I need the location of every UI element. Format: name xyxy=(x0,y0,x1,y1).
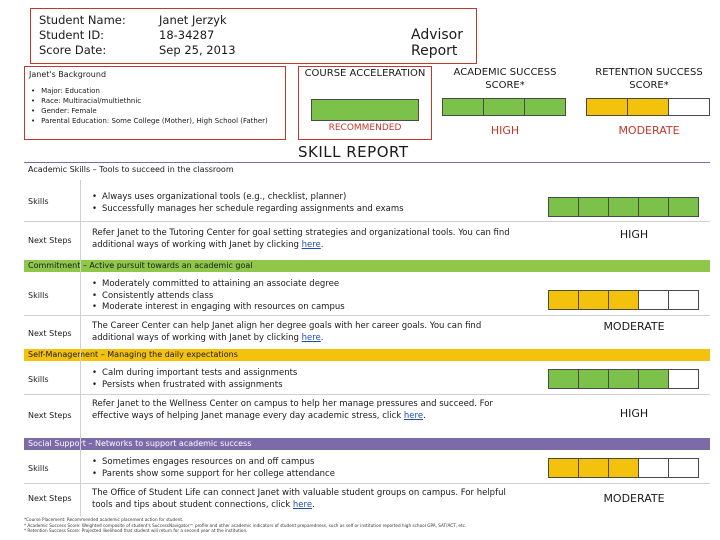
score-cell xyxy=(483,98,525,116)
score-cell xyxy=(668,369,699,389)
score-cell xyxy=(548,458,579,478)
score-cell xyxy=(638,458,669,478)
next-steps-row xyxy=(24,316,710,348)
skill-report-title: SKILL REPORT xyxy=(298,143,409,161)
score-cell xyxy=(608,369,639,389)
academic-success-bar xyxy=(442,98,565,116)
here-link[interactable]: here xyxy=(292,499,313,510)
retention-success-result: MODERATE xyxy=(618,124,680,137)
next-steps-text: Refer Janet to the Wellness Center on campus to help her manage pressures and succeed. For effective ways of helping Janet manage every day academic stress, click here. xyxy=(92,399,493,421)
academic-skill-score xyxy=(548,197,698,217)
skills-text xyxy=(92,192,512,215)
footnotes xyxy=(24,517,466,534)
background-list xyxy=(25,86,285,126)
score-cell xyxy=(668,458,699,478)
skill-item: • Moderately committed to attaining an associate degree xyxy=(92,279,512,291)
academic-success-title: ACADEMIC SUCCESS SCORE* xyxy=(453,67,557,91)
here-link[interactable]: here xyxy=(301,332,321,343)
skill-item: • Sometimes engages resources on and off campus xyxy=(92,457,512,469)
skills-label: Skills xyxy=(28,464,49,473)
background-panel xyxy=(24,66,286,140)
course-acceleration-title: COURSE ACCELERATION xyxy=(304,68,426,79)
score-cell xyxy=(638,369,669,389)
student-info xyxy=(39,13,236,58)
student-id-label: Student ID: xyxy=(39,28,105,42)
next-steps-body: The Office of Student Life can connect Janet with valuable student groups on campus. For helpful tools and tips about student connections, click xyxy=(92,488,506,510)
score-cell xyxy=(668,290,699,310)
next-steps-text: The Career Center can help Janet align her degree goals with her career goals. You can find additional ways of working with Janet by clicking here. xyxy=(92,321,482,343)
commitment-level: MODERATE xyxy=(603,320,665,333)
report-title: Advisor Report xyxy=(411,27,464,59)
retention-success-panel xyxy=(578,66,720,140)
course-acceleration-panel xyxy=(298,66,432,140)
skills-text xyxy=(92,457,512,480)
course-acceleration-result: RECOMMENDED xyxy=(328,123,402,133)
next-steps-body: Refer Janet to the Tutoring Center for goal setting strategies and organizational tools. You can find additional ways of working with Janet by clicking xyxy=(92,228,510,250)
background-item: • Race: Multiracial/multiethnic xyxy=(31,96,285,106)
score-cell xyxy=(578,290,609,310)
academic-success-result: HIGH xyxy=(490,124,520,137)
score-cell xyxy=(608,197,639,217)
score-cell xyxy=(548,369,579,389)
score-cell xyxy=(578,369,609,389)
divider xyxy=(24,162,710,163)
next-steps-label: Next Steps xyxy=(28,329,72,338)
retention-success-title: RETENTION SUCCESS SCORE* xyxy=(595,67,703,91)
score-cell xyxy=(548,197,579,217)
score-cell xyxy=(668,98,710,116)
self-management-level: HIGH xyxy=(619,407,649,420)
footnote: * Retention Success Score: Projected likelihood that student will return for a second year at the institution. xyxy=(24,528,248,533)
score-cell xyxy=(668,197,699,217)
next-steps-text: The Office of Student Life can connect Janet with valuable student groups on campus. For helpful tools and tips about student connections, click here. xyxy=(92,488,506,510)
section-header-social-support: Social Support – Networks to support academic success xyxy=(24,438,710,450)
skill-item: • Consistently attends class xyxy=(92,291,512,303)
score-cell xyxy=(627,98,669,116)
score-cell xyxy=(608,290,639,310)
retention-success-bar xyxy=(586,98,709,116)
skills-row xyxy=(24,363,710,395)
commitment-score xyxy=(548,290,698,310)
score-cell xyxy=(638,197,669,217)
skills-row xyxy=(24,452,710,484)
skills-row xyxy=(24,180,710,222)
skill-item: • Persists when frustrated with assignments xyxy=(92,380,512,392)
academic-success-panel xyxy=(438,66,572,140)
next-steps-label: Next Steps xyxy=(28,494,72,503)
report-header xyxy=(30,8,477,64)
next-steps-label: Next Steps xyxy=(28,411,72,420)
score-cell xyxy=(578,458,609,478)
score-date-label: Score Date: xyxy=(39,43,107,57)
background-title: Janet's Background xyxy=(29,70,107,79)
skills-label: Skills xyxy=(28,197,49,206)
background-item: • Gender: Female xyxy=(31,106,285,116)
here-link[interactable]: here xyxy=(403,410,424,421)
next-steps-label: Next Steps xyxy=(28,236,72,245)
next-steps-row xyxy=(24,395,710,437)
skill-item: • Calm during important tests and assignments xyxy=(92,368,512,380)
section-header-self-management: Self-Management – Managing the daily expectations xyxy=(24,349,710,361)
score-cell xyxy=(548,290,579,310)
next-steps-body: Refer Janet to the Wellness Center on campus to help her manage pressures and succeed. For effective ways of helping Janet manage every day academic stress, click xyxy=(92,399,493,421)
skills-text xyxy=(92,279,512,314)
score-cell xyxy=(442,98,484,116)
skills-label: Skills xyxy=(28,375,49,384)
next-steps-row xyxy=(24,484,710,516)
background-item: • Parental Education: Some College (Mother), High School (Father) xyxy=(31,116,285,126)
skill-item: • Always uses organizational tools (e.g., checklist, planner) xyxy=(92,192,512,204)
background-item: • Major: Education xyxy=(31,86,285,96)
self-management-score xyxy=(548,369,698,389)
score-cell xyxy=(586,98,628,116)
section-header-academic: Academic Skills – Tools to succeed in the classroom xyxy=(28,165,234,174)
social-support-level: MODERATE xyxy=(603,492,665,505)
next-steps-body: The Career Center can help Janet align her degree goals with her career goals. You can find additional ways of working with Janet by clicking xyxy=(92,321,482,343)
score-date-value: Sep 25, 2013 xyxy=(159,43,236,57)
score-cell xyxy=(524,98,566,116)
next-steps-text: Refer Janet to the Tutoring Center for goal setting strategies and organizational tools. You can find additional ways of working with Janet by clicking here. xyxy=(92,228,510,250)
skill-item: • Parents show some support for her college attendance xyxy=(92,469,512,481)
skill-item: • Moderate interest in engaging with resources on campus xyxy=(92,302,512,314)
score-cell xyxy=(638,290,669,310)
footnote: * Academic Success Score: Weighted composite of student's SuccessNavigator™ profile and other academic indicators of student preparedness, such as self or institution reported high school GPA, SAT/ACT, etc. xyxy=(24,522,467,528)
skills-text xyxy=(92,368,512,391)
footnote: *Course Placement: Recommended academic placement action for student. xyxy=(24,517,184,522)
score-cell xyxy=(608,458,639,478)
skill-item: • Successfully manages her schedule regarding assignments and exams xyxy=(92,204,512,216)
student-id-value: 18-34287 xyxy=(159,28,215,42)
here-link[interactable]: here xyxy=(301,239,321,250)
next-steps-row xyxy=(24,222,710,258)
row-divider xyxy=(80,180,81,516)
student-name-value: Janet Jerzyk xyxy=(159,13,227,27)
section-header-commitment: Commitment – Active pursuit towards an academic goal xyxy=(24,260,710,272)
academic-skill-level: HIGH xyxy=(619,228,649,241)
score-cell xyxy=(578,197,609,217)
student-name-label: Student Name: xyxy=(39,13,126,27)
course-acceleration-bar xyxy=(311,99,419,121)
skills-label: Skills xyxy=(28,291,49,300)
skills-row xyxy=(24,274,710,316)
social-support-score xyxy=(548,458,698,478)
